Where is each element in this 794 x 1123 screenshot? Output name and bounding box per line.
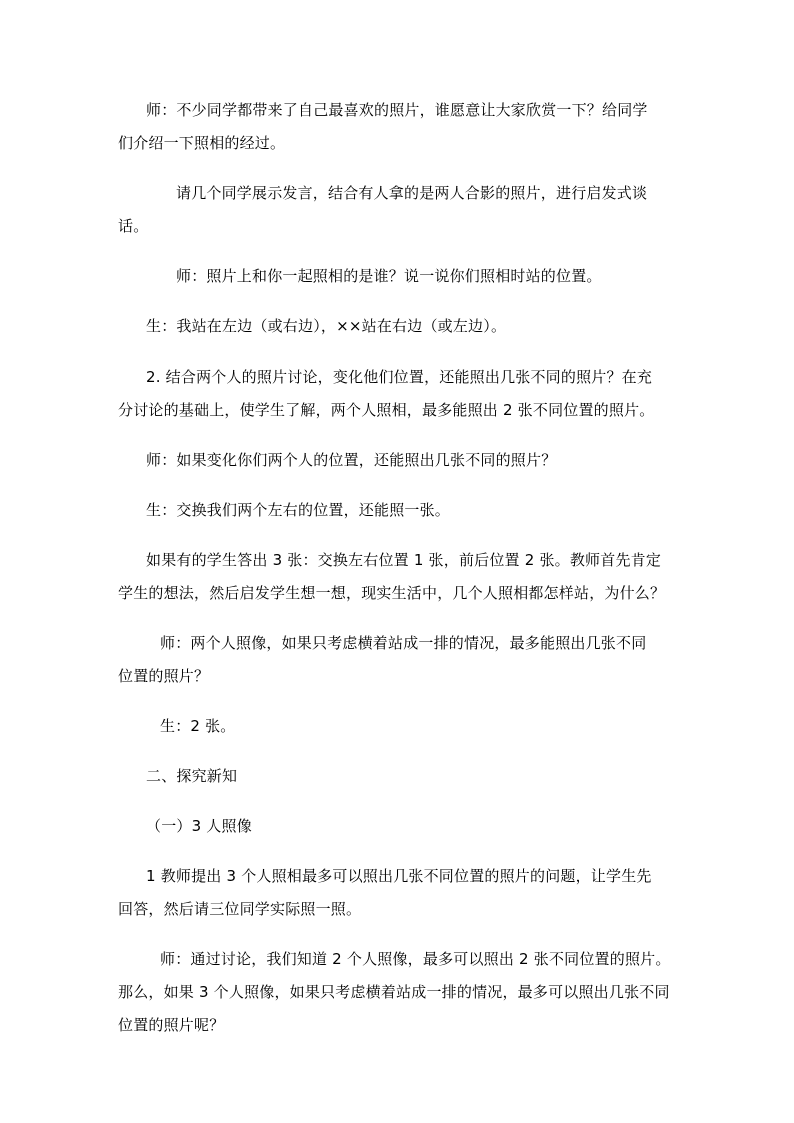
paragraph-8-line-2: 学生的想法，然后启发学生想一想，现实生活中，几个人照相都怎样站，为什么？: [118, 584, 666, 602]
paragraph-6-line-1: 师：如果变化你们两个人的位置，还能照出几张不同的照片？: [146, 451, 557, 469]
paragraph-1-line-2: 们介绍一下照相的经过。: [118, 134, 286, 152]
paragraph-4-line-1: 生：我站在左边（或右边），××站在右边（或左边）。: [146, 317, 507, 335]
paragraph-9-line-1: 师：两个人照像，如果只考虑横着站成一排的情况，最多能照出几张不同: [160, 634, 647, 652]
paragraph-2-line-2: 话。: [118, 217, 149, 235]
paragraph-13-line-1: 1 教师提出 3 个人照相最多可以照出几张不同位置的照片的问题，让学生先: [146, 867, 652, 885]
paragraph-1-line-1: 师：不少同学都带来了自己最喜欢的照片，谁愿意让大家欣赏一下？给同学: [146, 101, 648, 119]
paragraph-10-line-1: 生：2 张。: [160, 717, 236, 735]
paragraph-14-line-1: 师：通过讨论，我们知道 2 个人照像，最多可以照出 2 张不同位置的照片。: [160, 950, 671, 968]
paragraph-14-line-3: 位置的照片呢？: [118, 1016, 225, 1034]
paragraph-9-line-2: 位置的照片？: [118, 667, 210, 685]
paragraph-5-line-1: 2. 结合两个人的照片讨论，变化他们位置，还能照出几张不同的照片？在充: [146, 368, 653, 386]
subsection-heading: （一）3 人照像: [146, 817, 252, 835]
section-heading: 二、探究新知: [146, 767, 238, 785]
paragraph-14-line-2: 那么，如果 3 个人照像，如果只考虑横着站成一排的情况，最多可以照出几张不同: [118, 983, 670, 1001]
paragraph-8-line-1: 如果有的学生答出 3 张：交换左右位置 1 张，前后位置 2 张。教师首先肯定: [146, 551, 662, 569]
paragraph-2-line-1: 请几个同学展示发言，结合有人拿的是两人合影的照片，进行启发式谈: [176, 184, 648, 202]
paragraph-13-line-2: 回答，然后请三位同学实际照一照。: [118, 900, 362, 918]
paragraph-7-line-1: 生：交换我们两个左右的位置，还能照一张。: [146, 501, 451, 519]
paragraph-3-line-1: 师：照片上和你一起照相的是谁？说一说你们照相时站的位置。: [176, 267, 602, 285]
paragraph-5-line-2: 分讨论的基础上，使学生了解，两个人照相，最多能照出 2 张不同位置的照片。: [118, 401, 655, 419]
